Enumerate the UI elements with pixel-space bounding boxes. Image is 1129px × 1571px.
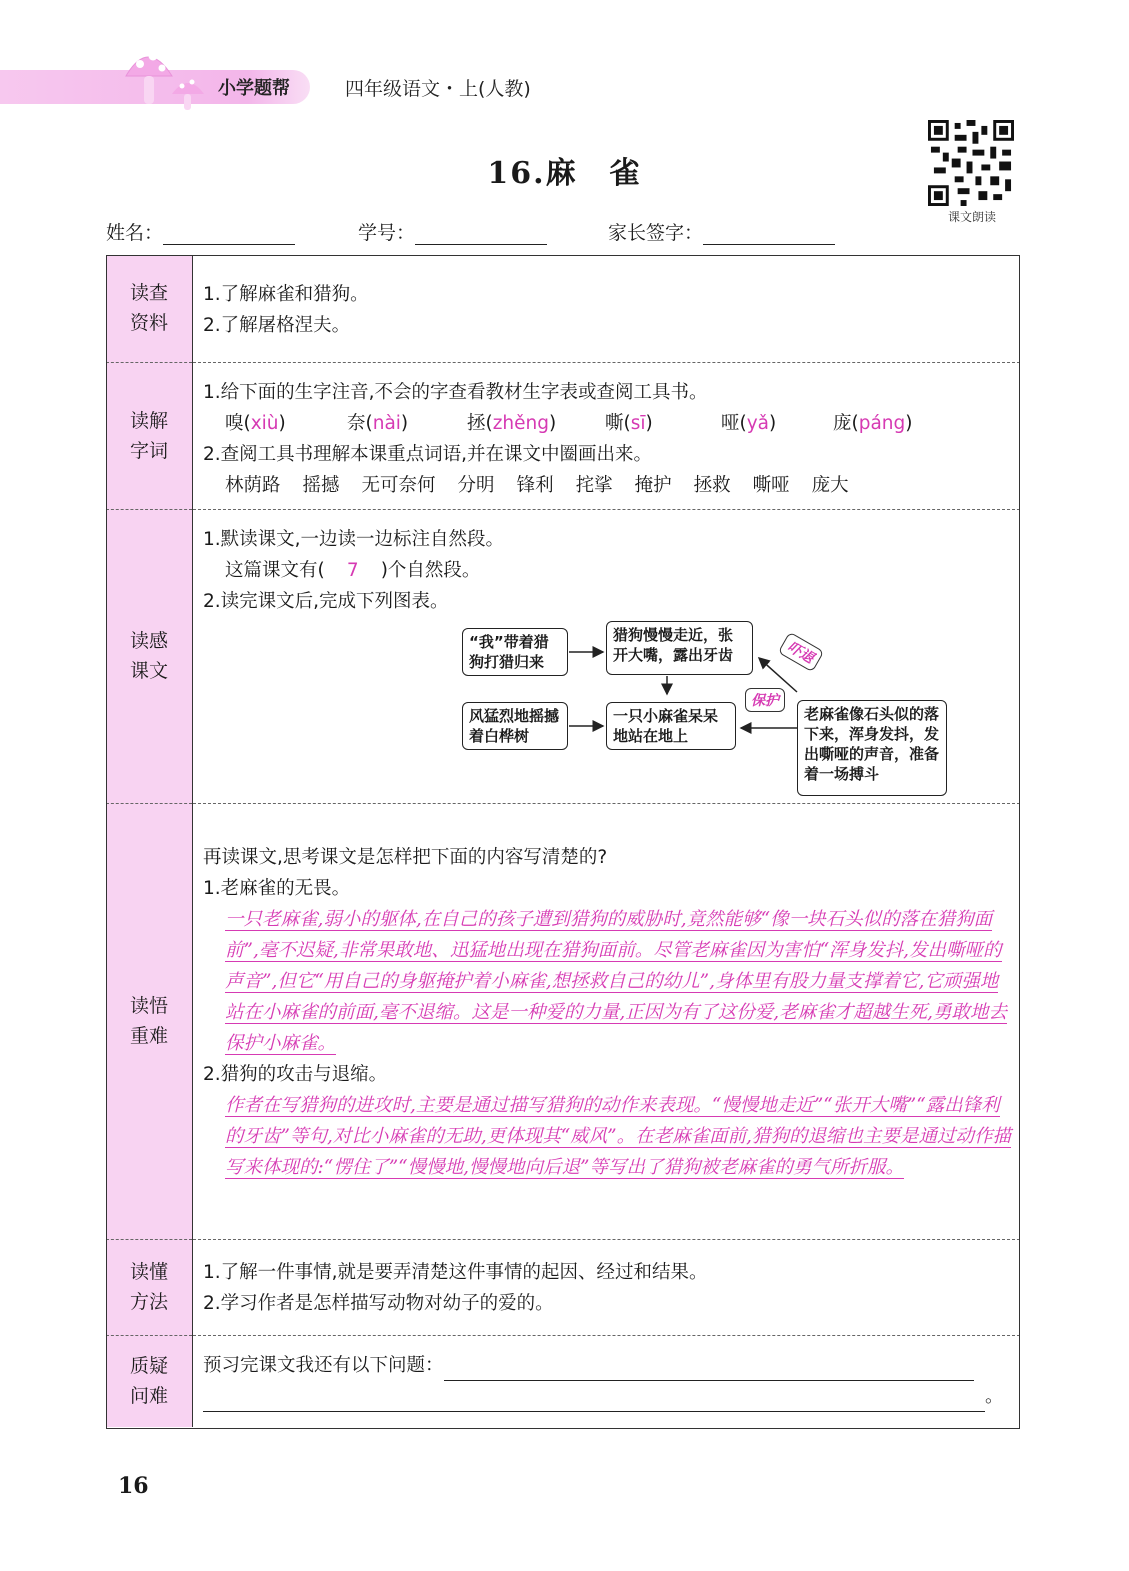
section-research-row [106, 255, 1020, 362]
word-item: 分明 [457, 474, 495, 496]
question-prompt: 预习完课文我还有以下问题： [203, 1354, 444, 1376]
section-questions-row [106, 1335, 1020, 1427]
section-intro: 再读课文,思考课文是怎样把下面的内容写清楚的? [203, 846, 608, 868]
diagram-box: 一只小麻雀呆呆地站在地上 [606, 702, 736, 750]
diagram-box: 风猛烈地摇撼着白桦树 [462, 702, 568, 750]
story-flow-diagram [193, 510, 1019, 804]
section-method-row [106, 1239, 1020, 1335]
diagram-box: 猎狗慢慢走近，张开大嘴，露出牙齿 [606, 621, 753, 675]
section-label: 读解 字词 [106, 362, 193, 509]
pinyin-item: 哑(yǎ) [721, 412, 777, 434]
qr-code-icon[interactable] [928, 120, 1014, 206]
section-label: 读查 资料 [106, 255, 193, 362]
section-key-points-row [106, 803, 1020, 1239]
section-label: 读感 课文 [106, 509, 193, 803]
list-item: 2.学习作者是怎样描写动物对幼子的爱的。 [203, 1292, 554, 1314]
answer-line-2[interactable]: 。 [203, 1381, 1020, 1412]
page-number: 16 [118, 1473, 149, 1499]
section-label: 读懂 方法 [106, 1239, 193, 1335]
word-item: 无可奈何 [361, 474, 436, 496]
question: 2.查阅工具书理解本课重点词语,并在课文中圈画出来。 [203, 443, 653, 465]
page-title: 16.麻 雀 [487, 156, 642, 191]
question: 1.默读课文,一边读一边标注自然段。 [203, 528, 505, 550]
pinyin-row [203, 408, 1020, 439]
answer-line[interactable] [444, 1356, 974, 1381]
word-item: 嘶哑 [752, 474, 790, 496]
diagram-tag: 保护 [745, 688, 785, 712]
question: 2.读完课文后,完成下列图表。 [203, 590, 449, 612]
word-list [203, 470, 1020, 501]
answer-value: 7 [346, 559, 359, 581]
question: 2.猎狗的攻击与退缩。 [203, 1063, 388, 1085]
arrow [759, 658, 797, 692]
student-id-blank[interactable] [415, 222, 547, 245]
word-item: 拯救 [693, 474, 731, 496]
answer-text: 作者在写猎狗的进攻时,主要是通过描写猎狗的动作来表现。“慢慢地走近”“张开大嘴”“露出锋利的牙齿”等句,对比小麻雀的无助,更体现其“威风”。在老麻雀面前,猎狗的退缩也主要是通过动作描写来体现的:“愣住了”“慢慢地,慢慢地向后退”等写出了猎狗被老麻雀的勇气所折服。 [225, 1094, 1012, 1178]
mushroom-logo-icon [120, 42, 220, 112]
book-title: 四年级语文・上(人教) [345, 78, 531, 100]
word-item: 挓挲 [575, 474, 613, 496]
word-item: 摇撼 [302, 474, 340, 496]
diagram-tag: 吓退 [778, 631, 825, 672]
word-item: 掩护 [634, 474, 672, 496]
parent-signature-field[interactable] [608, 218, 835, 245]
pinyin-item: 嘶(sī) [605, 412, 653, 434]
brand-name: 小学题帮 [218, 78, 290, 99]
question: 1.老麻雀的无畏。 [203, 877, 351, 899]
answer-text: 一只老麻雀,弱小的躯体,在自己的孩子遭到猎狗的威胁时,竟然能够“像一块石头似的落在猎狗面前”,毫不迟疑,非常果敢地、迅猛地出现在猎狗面前。尽管老麻雀因为害怕“浑身发抖,发出嘶哑的声音”,但它“用自己的身躯掩护着小麻雀,想拯救自己的幼儿”,身体里有股力量支撑着它,它顽强地站在小麻雀的前面,毫不退缩。这是一种爱的力量,正因为有了这份爱,老麻雀才超越生死,勇敢地去保护小麻雀。 [225, 908, 1008, 1054]
pinyin-item: 庞(páng) [833, 412, 913, 434]
word-item: 庞大 [811, 474, 849, 496]
paragraph-count-answer: 这篇课文有( 7 )个自然段。 [203, 555, 1020, 586]
section-label: 读悟 重难 [106, 803, 193, 1239]
list-item: 2.了解屠格涅夫。 [203, 315, 351, 336]
student-id-field[interactable] [358, 218, 547, 245]
student-id-label: 学号： [358, 222, 416, 244]
name-field[interactable] [106, 218, 295, 245]
answer-line[interactable] [203, 1387, 985, 1412]
diagram-box: 老麻雀像石头似的落下来，浑身发抖，发出嘶哑的声音，准备着一场搏斗 [797, 700, 947, 796]
question: 1.给下面的生字注音,不会的字查看教材生字表或查阅工具书。 [203, 381, 708, 403]
section-label: 质疑 问难 [106, 1335, 193, 1427]
word-item: 林荫路 [225, 474, 281, 496]
list-item: 1.了解一件事情,就是要弄清楚这件事情的起因、经过和结果。 [203, 1261, 708, 1283]
diagram-box: “我”带着猎狗打猎归来 [462, 628, 568, 676]
question-prompt-line[interactable] [203, 1350, 1020, 1381]
word-item: 锋利 [516, 474, 554, 496]
pinyin-item: 嗅(xiù) [225, 412, 286, 434]
name-label: 姓名： [106, 222, 164, 244]
pinyin-item: 奈(nài) [347, 412, 409, 434]
qr-caption: 课文朗读 [947, 210, 996, 224]
worksheet-table [106, 255, 1020, 1427]
section-reading-row [106, 509, 1020, 803]
name-blank[interactable] [163, 222, 295, 245]
list-item: 1.了解麻雀和猎狗。 [203, 284, 369, 305]
section-vocabulary-row [106, 362, 1020, 509]
parent-signature-blank[interactable] [703, 222, 835, 245]
parent-signature-label: 家长签字： [608, 222, 704, 244]
pinyin-item: 拯(zhěng) [467, 412, 557, 434]
